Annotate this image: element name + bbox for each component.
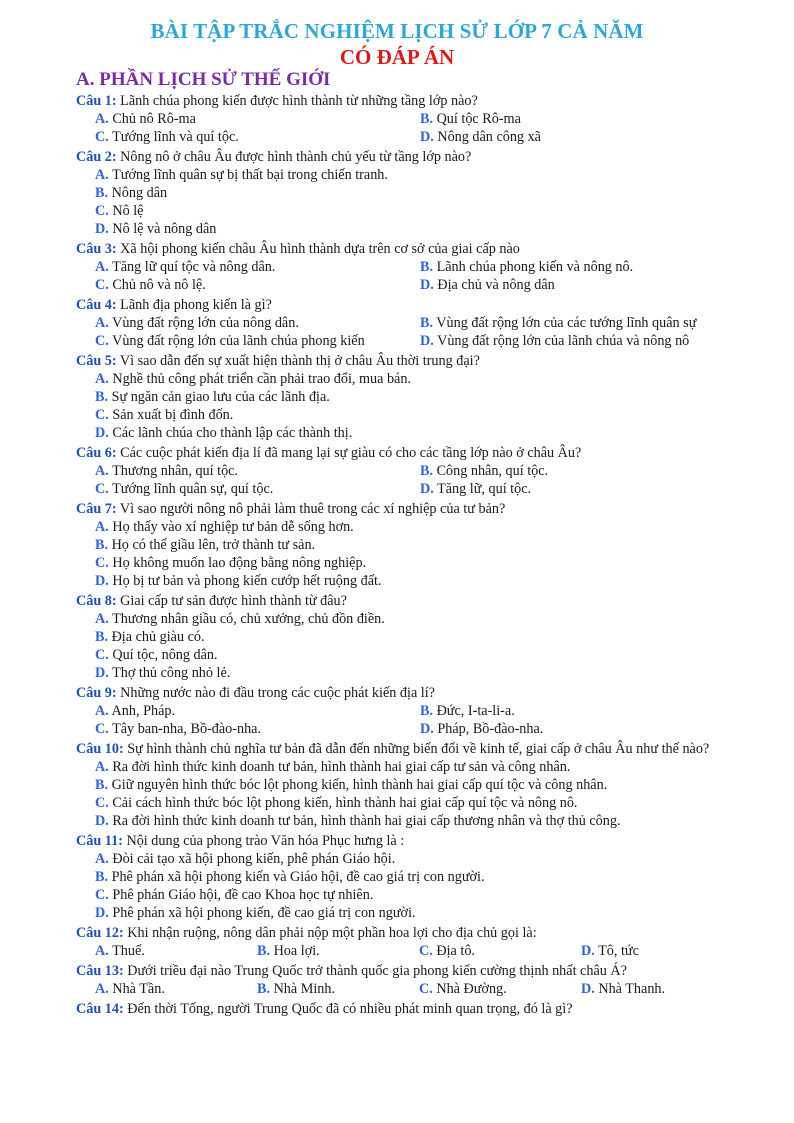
answer-option [581,980,743,998]
question-1 [76,92,756,146]
option-row [76,702,756,720]
option-text: Nông dân công xã [433,129,541,145]
answer-option [581,942,743,960]
option-letter: B. [95,537,109,553]
answer-option [419,980,581,998]
option-text: Nô lệ [108,203,144,219]
question-number: Câu 10: [76,741,124,757]
answer-option [76,184,756,202]
question-stem [76,296,756,314]
question-text: Các cuộc phát kiến địa lí đã mang lại sự giàu có cho các tầng lớp nào ở châu Âu? [116,445,582,461]
option-letter: A. [95,463,109,479]
question-number: Câu 9: [76,685,117,701]
answer-option [76,518,756,536]
option-letter: C. [95,647,109,663]
option-text: Thợ thủ công nhỏ lẻ. [108,665,231,681]
answer-option [76,720,420,738]
option-text: Tô, tức [594,943,639,959]
answer-option [76,480,420,498]
option-letter: B. [420,259,434,275]
option-text: Nô lệ và nông dân [108,221,217,237]
option-text: Địa tô. [432,943,475,959]
answer-option [257,942,419,960]
option-text: Tướng lĩnh quân sự bị thất bại trong chiến tranh. [108,167,388,183]
option-letter: A. [95,519,109,535]
option-letter: B. [420,315,434,331]
option-letter: A. [95,111,109,127]
option-text: Thương nhân, quí tộc. [108,463,239,479]
answer-option [257,980,419,998]
option-text: Đức, I-ta-li-a. [433,703,515,719]
question-text: Dưới triều đại nào Trung Quốc trở thành quốc gia phong kiến cường thịnh nhất châu Á? [123,963,627,979]
question-9 [76,684,756,738]
question-stem [76,740,756,758]
answer-option [420,462,745,480]
option-letter: D. [420,129,434,145]
option-text: Chủ nô và nô lệ. [108,277,206,293]
option-row [76,276,756,294]
question-stem [76,92,756,110]
answer-option [420,480,745,498]
question-stem [76,148,756,166]
question-stem [76,924,756,942]
option-text: Lãnh chúa phong kiến và nông nô. [433,259,634,275]
question-8 [76,592,756,682]
answer-option [420,720,745,738]
option-letter: D. [581,943,595,959]
question-2 [76,148,756,238]
option-row [76,128,756,146]
option-text: Họ thấy vào xí nghiệp tư bản dễ sống hơn. [108,519,354,535]
option-text: Giữ nguyên hình thức bóc lột phong kiến, hình thành hai giai cấp quí tộc và công nhân. [108,777,608,793]
section-heading: A. PHẦN LỊCH SỬ THẾ GIỚI [76,69,331,90]
option-letter: D. [95,221,109,237]
option-letter: A. [95,981,109,997]
question-stem [76,500,756,518]
question-text: Khi nhận ruộng, nông dân phải nộp một phần hoa lợi cho địa chủ gọi là: [123,925,537,941]
option-text: Nông dân [108,185,168,201]
question-list [76,92,756,1018]
option-text: Cải cách hình thức bóc lột phong kiến, hình thành hai giai cấp quí tộc và nông nô. [108,795,578,811]
option-letter: C. [419,943,433,959]
option-letter: C. [95,407,109,423]
answer-option [76,794,756,812]
answer-option [76,370,756,388]
option-text: Hoa lợi. [270,943,320,959]
question-text: Nông nô ở châu Âu được hình thành chủ yếu từ tầng lớp nào? [116,149,472,165]
answer-option [76,980,257,998]
option-letter: C. [95,887,109,903]
question-4 [76,296,756,350]
option-text: Nhà Tần. [108,981,165,997]
option-text: Sản xuất bị đình đốn. [108,407,234,423]
option-text: Công nhân, quí tộc. [433,463,549,479]
option-letter: C. [95,481,109,497]
option-letter: A. [95,167,109,183]
option-letter: C. [95,129,109,145]
option-letter: B. [257,981,271,997]
answer-option [76,572,756,590]
option-text: Vùng đất rộng lớn của nông dân. [108,315,299,331]
option-text: Nhà Thanh. [594,981,666,997]
option-text: Ra đời hình thức kinh doanh tư bản, hình thành hai giai cấp thương nhân và thợ thủ công. [108,813,621,829]
question-number: Câu 2: [76,149,117,165]
option-letter: A. [95,759,109,775]
option-text: Nghề thủ công phát triển cần phải trao đổi, mua bán. [108,371,411,387]
option-letter: B. [420,463,434,479]
option-letter: B. [420,703,434,719]
question-number: Câu 4: [76,297,117,313]
question-stem [76,592,756,610]
question-number: Câu 3: [76,241,117,257]
option-letter: A. [95,259,109,275]
option-row [76,258,756,276]
document-subtitle: CÓ ĐÁP ÁN [339,45,455,69]
question-text: Những nước nào đi đầu trong các cuộc phát kiến địa lí? [116,685,435,701]
question-number: Câu 14: [76,1001,124,1017]
question-14 [76,1000,756,1018]
answer-option [420,702,745,720]
option-letter: B. [95,389,109,405]
answer-option [76,868,756,886]
option-letter: B. [95,185,109,201]
option-letter: A. [95,703,109,719]
answer-option [76,110,420,128]
document-title: BÀI TẬP TRẮC NGHIỆM LỊCH SỬ LỚP 7 CẢ NĂM [150,19,644,43]
answer-option [76,462,420,480]
option-text: Phê phán Giáo hội, đề cao Khoa học tự nhiên. [108,887,374,903]
option-letter: D. [95,813,109,829]
option-text: Nhà Minh. [270,981,336,997]
option-text: Đòi cải tạo xã hội phong kiến, phê phán Giáo hội. [108,851,396,867]
option-letter: D. [95,573,109,589]
option-letter: C. [95,721,109,737]
question-13 [76,962,756,998]
question-number: Câu 11: [76,833,123,849]
question-text: Vì sao dẫn đến sự xuất hiện thành thị ở châu Âu thời trung đại? [116,353,480,369]
question-text: Lãnh địa phong kiến là gì? [116,297,272,313]
option-text: Quí tộc, nông dân. [108,647,218,663]
question-text: Vì sao người nông nô phải làm thuê trong các xí nghiệp của tư bản? [116,501,506,517]
option-text: Vùng đất rộng lớn của lãnh chúa phong kiến [108,333,365,349]
option-letter: D. [420,333,434,349]
question-3 [76,240,756,294]
question-stem [76,1000,756,1018]
question-12 [76,924,756,960]
answer-option [76,942,257,960]
answer-option [76,646,756,664]
option-row [76,110,756,128]
answer-option [419,942,581,960]
question-text: Đến thời Tống, người Trung Quốc đã có nhiều phát minh quan trọng, đó là gì? [123,1001,573,1017]
option-text: Thương nhân giầu có, chủ xưởng, chủ đồn điền. [108,611,385,627]
answer-option [76,776,756,794]
answer-option [76,610,756,628]
answer-option [76,536,756,554]
option-text: Ra đời hình thức kinh doanh tư bản, hình thành hai giai cấp tư sản và công nhân. [108,759,571,775]
option-letter: D. [95,905,109,921]
question-text: Giai cấp tư sản được hình thành từ đâu? [116,593,347,609]
option-letter: D. [95,665,109,681]
question-number: Câu 5: [76,353,117,369]
option-row [76,462,756,480]
question-5 [76,352,756,442]
question-number: Câu 7: [76,501,117,517]
question-stem [76,444,756,462]
option-text: Thuế. [108,943,145,959]
option-row [76,720,756,738]
answer-option [76,554,756,572]
question-text: Lãnh chúa phong kiến được hình thành từ những tầng lớp nào? [116,93,478,109]
question-number: Câu 13: [76,963,124,979]
option-letter: C. [419,981,433,997]
option-letter: D. [95,425,109,441]
option-text: Địa chủ giàu có. [108,629,205,645]
answer-option [76,332,420,350]
option-letter: D. [420,277,434,293]
option-letter: A. [95,371,109,387]
option-row [76,980,756,998]
answer-option [420,276,745,294]
answer-option [76,258,420,276]
answer-option [76,702,420,720]
option-letter: C. [95,795,109,811]
question-stem [76,962,756,980]
option-letter: D. [581,981,595,997]
answer-option [76,314,420,332]
option-text: Phê phán xã hội phong kiến, đề cao giá trị con người. [108,905,416,921]
question-stem [76,684,756,702]
answer-option [76,904,756,922]
option-text: Tăng lữ, quí tộc. [433,481,532,497]
answer-option [420,314,745,332]
option-letter: C. [95,277,109,293]
question-10 [76,740,756,830]
option-letter: B. [257,943,271,959]
answer-option [76,166,756,184]
answer-option [76,406,756,424]
answer-option [76,128,420,146]
question-text: Sự hình thành chủ nghĩa tư bản đã dẫn đến những biến đổi về kinh tế, giai cấp ở châu Âu như thế nào? [123,741,710,757]
answer-option [76,758,756,776]
question-number: Câu 8: [76,593,117,609]
option-letter: C. [95,203,109,219]
option-letter: A. [95,851,109,867]
answer-option [420,110,745,128]
option-row [76,314,756,332]
answer-option [76,664,756,682]
answer-option [76,220,756,238]
option-letter: A. [95,315,109,331]
option-letter: D. [420,721,434,737]
option-text: Vùng đất rộng lớn của lãnh chúa và nông nô [433,333,690,349]
answer-option [76,202,756,220]
option-letter: D. [420,481,434,497]
option-text: Các lãnh chúa cho thành lập các thành thị. [108,425,353,441]
question-stem [76,352,756,370]
answer-option [420,258,745,276]
option-text: Họ có thể giầu lên, trở thành tư sản. [108,537,316,553]
answer-option [420,332,745,350]
option-text: Anh, Pháp. [108,703,176,719]
option-text: Tăng lữ quí tộc và nông dân. [108,259,276,275]
option-text: Quí tộc Rô-ma [433,111,521,127]
option-text: Nhà Đường. [432,981,507,997]
question-number: Câu 6: [76,445,117,461]
option-text: Địa chủ và nông dân [433,277,555,293]
option-letter: C. [95,333,109,349]
answer-option [76,424,756,442]
option-letter: B. [95,629,109,645]
option-text: Họ không muốn lao động bằng nông nghiệp. [108,555,367,571]
question-stem [76,832,756,850]
option-text: Vùng đất rộng lớn của các tướng lĩnh quân sự [433,315,697,331]
option-row [76,480,756,498]
option-text: Chủ nô Rô-ma [108,111,196,127]
option-letter: C. [95,555,109,571]
question-6 [76,444,756,498]
question-text: Nội dung của phong trào Văn hóa Phục hưng là : [122,833,405,849]
option-text: Pháp, Bồ-đào-nha. [433,721,544,737]
answer-option [76,388,756,406]
option-text: Tướng lĩnh quân sự, quí tộc. [108,481,274,497]
option-letter: A. [95,943,109,959]
question-text: Xã hội phong kiến châu Âu hình thành dựa trên cơ sở của giai cấp nào [116,241,520,257]
option-text: Phê phán xã hội phong kiến và Giáo hội, đề cao giá trị con người. [108,869,485,885]
option-row [76,332,756,350]
answer-option [76,812,756,830]
option-text: Tây ban-nha, Bồ-đào-nha. [108,721,262,737]
option-text: Tướng lĩnh và quí tộc. [108,129,239,145]
answer-option [76,276,420,294]
answer-option [420,128,745,146]
question-number: Câu 12: [76,925,124,941]
option-letter: A. [95,611,109,627]
question-7 [76,500,756,590]
question-11 [76,832,756,922]
option-text: Sự ngăn cản giao lưu của các lãnh địa. [108,389,330,405]
option-letter: B. [95,777,109,793]
answer-option [76,886,756,904]
option-letter: B. [95,869,109,885]
option-row [76,942,756,960]
question-stem [76,240,756,258]
option-letter: B. [420,111,434,127]
answer-option [76,628,756,646]
option-text: Họ bị tư bản và phong kiến cướp hết ruộng đất. [108,573,382,589]
answer-option [76,850,756,868]
question-number: Câu 1: [76,93,117,109]
